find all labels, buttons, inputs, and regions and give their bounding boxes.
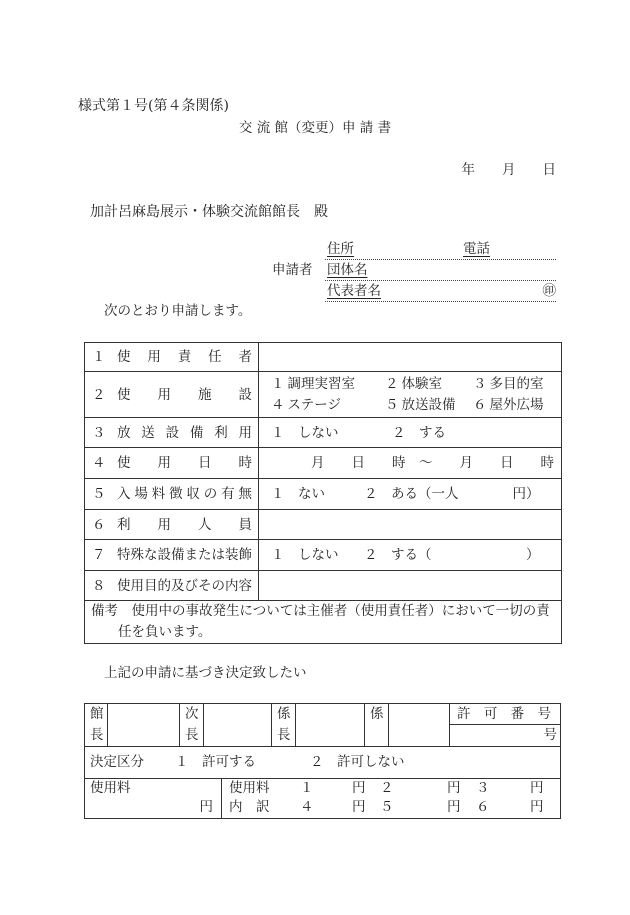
row-broadcast — [85, 418, 562, 448]
form-title: 交 流 館（変更）申 請 書 — [238, 120, 392, 136]
item-label: 使用日時 — [117, 455, 252, 471]
label-cell — [85, 372, 259, 418]
label-cell — [85, 479, 259, 510]
fee-breakdown-label: 使用料 — [229, 780, 270, 796]
representative-line — [325, 281, 556, 302]
fee-breakdown-line-1 — [222, 779, 560, 798]
option-label: 屋外広場 — [489, 396, 544, 413]
row-admission — [85, 479, 562, 510]
remarks-line-2: 任を負います。 — [118, 624, 212, 640]
permit-number-value — [450, 725, 560, 746]
item-number: ７ — [92, 547, 106, 563]
applicant-block — [325, 239, 556, 302]
row-special-equipment — [85, 540, 562, 571]
phone-label: 電話 — [463, 241, 490, 257]
facility-option — [385, 374, 473, 395]
fee-item-number: １ — [300, 780, 314, 796]
permit-number-header — [450, 704, 560, 725]
responsible-person-field — [259, 343, 562, 372]
option-number: ３ — [473, 375, 487, 392]
fee-item-number: ４ — [300, 799, 314, 815]
stamp-char: 係 — [277, 706, 291, 722]
option-number: １ — [271, 375, 285, 392]
item-number: １ — [92, 349, 106, 365]
fee-breakdown-label: 内 訳 — [229, 799, 270, 815]
stamp-box-deputy — [204, 704, 272, 746]
row-purpose — [85, 571, 562, 601]
special-option-no: １ しない — [271, 547, 339, 563]
stamp-box-staff — [389, 704, 450, 746]
application-table — [84, 342, 562, 644]
stamp-box-director — [108, 704, 180, 746]
stamp-title-director — [85, 704, 108, 746]
form-number: 様式第１号(第４条関係) — [78, 98, 229, 114]
fee-item-unit: 円 — [530, 799, 544, 815]
fee-item-unit: 円 — [447, 799, 461, 815]
fee-breakdown-line-2 — [222, 798, 560, 817]
item-label: 使用施設 — [117, 386, 252, 403]
decision-label: 決定区分 — [90, 754, 144, 770]
fee-item-unit: 円 — [447, 780, 461, 796]
facility-option — [473, 374, 544, 395]
item-label: 特殊な設備または装飾 — [117, 547, 252, 563]
item-number: ８ — [92, 577, 106, 594]
fee-row — [85, 779, 560, 818]
stamp-box-section-chief — [296, 704, 365, 746]
fee-breakdown-cell — [222, 779, 560, 818]
decision-option-deny: ２ 許可しない — [310, 754, 405, 770]
addressee: 加計呂麻島展示・体験交流館館長 殿 — [90, 204, 328, 220]
stamp-char: 次 — [185, 706, 199, 722]
permit-number-cell — [450, 704, 560, 746]
item-number: ３ — [92, 424, 106, 441]
date-line: 年 月 日 — [461, 162, 556, 178]
approval-stamp-row — [85, 704, 560, 747]
item-number: ４ — [92, 455, 106, 471]
stamp-char: 長 — [185, 727, 199, 743]
facility-options-line-1 — [271, 374, 561, 395]
representative-label: 代表者名 — [327, 283, 381, 299]
approval-table — [84, 703, 561, 819]
item-number: ５ — [92, 486, 106, 502]
stamp-title-deputy — [180, 704, 204, 746]
item-number: ６ — [92, 516, 106, 533]
fee-unit: 円 — [199, 799, 213, 815]
item-label: 放送設備利用 — [117, 424, 252, 441]
seal-mark: ㊞ — [542, 283, 556, 299]
label-cell — [85, 540, 259, 571]
applicant-label: 申請者 — [272, 262, 313, 278]
label-cell — [85, 510, 259, 540]
group-label: 団体名 — [327, 262, 368, 278]
decision-row — [85, 747, 560, 779]
special-equipment-field — [259, 540, 562, 571]
row-datetime — [85, 448, 562, 479]
item-label: 使用責任者 — [117, 349, 252, 365]
decision-intro-text: 上記の申請に基づき決定致したい — [104, 665, 307, 681]
fee-item-number: ３ — [476, 780, 490, 796]
facility-option — [271, 395, 385, 416]
admission-option-yes: ２ ある（一人 円） — [364, 486, 540, 502]
stamp-char: 長 — [90, 727, 104, 743]
fee-item-unit: 円 — [352, 780, 366, 796]
broadcast-option-yes: ２ する — [392, 424, 446, 441]
fee-item-unit: 円 — [530, 780, 544, 796]
option-label: ステージ — [287, 396, 341, 413]
facility-field — [259, 372, 562, 418]
item-number: ２ — [92, 386, 106, 403]
intro-text: 次のとおり申請します。 — [104, 303, 252, 319]
broadcast-field — [259, 418, 562, 448]
fee-item-number: ５ — [380, 799, 394, 815]
permit-number-suffix: 号 — [543, 727, 557, 743]
broadcast-option-no: １ しない — [271, 424, 339, 441]
fee-item-unit: 円 — [352, 799, 366, 815]
fee-label: 使用料 — [90, 780, 131, 796]
admission-option-no: １ ない — [271, 486, 325, 502]
stamp-char: 長 — [277, 727, 291, 743]
stamp-char: 館 — [90, 706, 104, 722]
option-number: ４ — [271, 396, 285, 413]
admission-field — [259, 479, 562, 510]
label-cell — [85, 343, 259, 372]
address-label: 住所 — [327, 241, 354, 257]
facility-options-line-2 — [271, 395, 561, 416]
option-number: ２ — [385, 375, 399, 392]
attendees-field — [259, 510, 562, 540]
facility-option — [271, 374, 385, 395]
fee-item-number: ６ — [476, 799, 490, 815]
row-facility — [85, 372, 562, 418]
permit-number-label: 許可番号 — [457, 706, 551, 722]
facility-option — [385, 395, 473, 416]
label-cell — [85, 418, 259, 448]
remarks-line-1: 備考 使用中の事故発生については主催者（使用責任者）において一切の責 — [91, 603, 550, 619]
stamp-title-staff — [365, 704, 389, 746]
special-option-yes: ２ する（ ） — [364, 547, 540, 563]
row-attendees — [85, 510, 562, 540]
group-line — [325, 260, 556, 281]
option-number: ５ — [385, 396, 399, 413]
option-label: 体験室 — [401, 375, 442, 392]
row-remarks — [85, 601, 562, 644]
fee-total-cell — [85, 779, 222, 818]
fee-item-number: ２ — [380, 780, 394, 796]
option-number: ６ — [473, 396, 487, 413]
facility-option — [473, 395, 544, 416]
row-responsible-person — [85, 343, 562, 372]
option-label: 調理実習室 — [287, 375, 355, 392]
item-label: 使用目的及びその内容 — [117, 577, 252, 594]
label-cell — [85, 448, 259, 479]
option-label: 放送設備 — [401, 396, 456, 413]
remarks-cell — [85, 601, 562, 644]
stamp-char: 係 — [370, 706, 384, 722]
stamp-title-section-chief — [272, 704, 296, 746]
label-cell — [85, 571, 259, 601]
datetime-template: 月 日 時 〜 月 日 時 — [311, 455, 554, 471]
item-label: 利用人員 — [117, 516, 252, 533]
decision-option-approve: １ 許可する — [175, 754, 256, 770]
option-label: 多目的室 — [489, 375, 544, 392]
datetime-field — [259, 448, 562, 479]
address-line — [325, 239, 556, 260]
purpose-field — [259, 571, 562, 601]
item-label: 入場料徴収の有無 — [117, 486, 252, 502]
